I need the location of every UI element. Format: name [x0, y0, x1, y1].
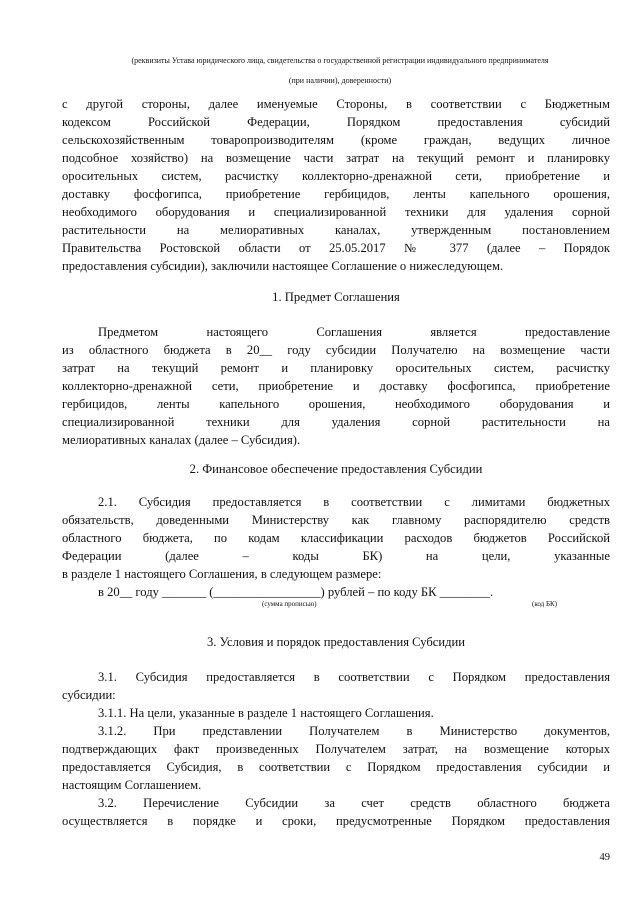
text-line: 3.2. Перечисление Субсидии за счет средств областного бюджета: [98, 796, 610, 810]
page-number: 49: [599, 852, 610, 863]
budget-code-label: (код БК): [532, 600, 558, 608]
text-line: осуществляется в порядке и сроки, предусмотренные Порядком предоставления: [62, 814, 610, 828]
section-3-heading: 3. Условия и порядок предоставления Субсидии: [206, 635, 465, 649]
requisites-note-line-1: (реквизиты Устава юридического лица, свидетельства о государственной регистрации индивидуального предпринимателя: [131, 56, 549, 65]
text-line: гербицидов, ленты капельного орошения, необходимого оборудования и: [62, 397, 610, 411]
text-line: Правительства Ростовской области от 25.05.2017 № 377 (далее – Порядок: [62, 241, 610, 255]
text-line: растительности на мелиоративных каналах, утвержденным постановлением: [62, 223, 610, 237]
text-line: 3.1. Субсидия предоставляется в соответствии с Порядком предоставления: [98, 670, 610, 684]
text-line: доставку фосфогипса, приобретение гербицидов, ленты капельного орошения,: [62, 187, 610, 201]
text-line: кодексом Российской Федерации, Порядком предоставления субсидий: [62, 115, 610, 129]
text-line: предоставляется Субсидия, в соответствии с Порядком предоставления субсидии и: [62, 760, 610, 774]
text-line: из областного бюджета в 20__ году субсидии Получателю на возмещение части: [62, 343, 610, 357]
text-line: мелиоративных каналах (далее – Субсидия).: [62, 433, 301, 447]
text-line: обязательств, доведенными Министерству как главному распорядителю средств: [62, 513, 610, 527]
text-line: подсобное хозяйство) на возмещение части затрат на текущий ремонт и планировку: [62, 151, 610, 165]
text-line: 2.1. Субсидия предоставляется в соответствии с лимитами бюджетных: [98, 495, 610, 509]
text-line: необходимого оборудования и специализированной техники для удаления сорной: [62, 205, 610, 219]
text-line: подтверждающих факт произведенных Получателем затрат, на возмещение которых: [62, 742, 610, 756]
text-line: коллекторно-дренажной сети, приобретение и доставку фосфогипса, приобретение: [62, 379, 610, 393]
requisites-note-line-2: (при наличии), доверенности): [288, 76, 392, 85]
text-line: субсидии:: [62, 688, 116, 702]
amount-fill-line: [62, 584, 610, 602]
sum-in-words-label: (сумма прописью): [262, 600, 317, 608]
text-line: сельскохозяйственным товаропроизводителям (кроме граждан, ведущих личное: [62, 133, 610, 147]
section-1-heading: 1. Предмет Соглашения: [272, 290, 400, 304]
section-2-heading: 2. Финансовое обеспечение предоставления Субсидии: [189, 462, 483, 476]
text-line: 3.1.2. При представлении Получателем в Министерство документов,: [98, 724, 610, 738]
text-line: предоставления субсидии), заключили настоящее Соглашение о нижеследующем.: [62, 259, 504, 273]
text-line: в разделе 1 настоящего Соглашения, в следующем размере:: [62, 567, 382, 581]
text-line: Федерации (далее – коды БК) на цели, указанные: [62, 549, 610, 563]
text-line: оросительных систем, расчистку коллекторно-дренажной сети, приобретение и: [62, 169, 610, 183]
text-line: 3.1.1. На цели, указанные в разделе 1 настоящего Соглашения.: [98, 706, 434, 720]
text-line: специализированной техники для удаления сорной растительности на: [62, 415, 610, 429]
amount-fill-text: в 20__ году _______ (_________________) рублей – по коду БК ________.: [98, 585, 494, 599]
text-line: областного бюджета, по кодам классификации расходов бюджетов Российской: [62, 531, 610, 545]
text-line: настоящим Соглашением.: [62, 778, 202, 792]
text-line: Предметом настоящего Соглашения является предоставление: [98, 325, 610, 339]
text-line: с другой стороны, далее именуемые Стороны, в соответствии с Бюджетным: [62, 97, 610, 111]
text-line: затрат на текущий ремонт и планировку оросительных систем, расчистку: [62, 361, 610, 375]
